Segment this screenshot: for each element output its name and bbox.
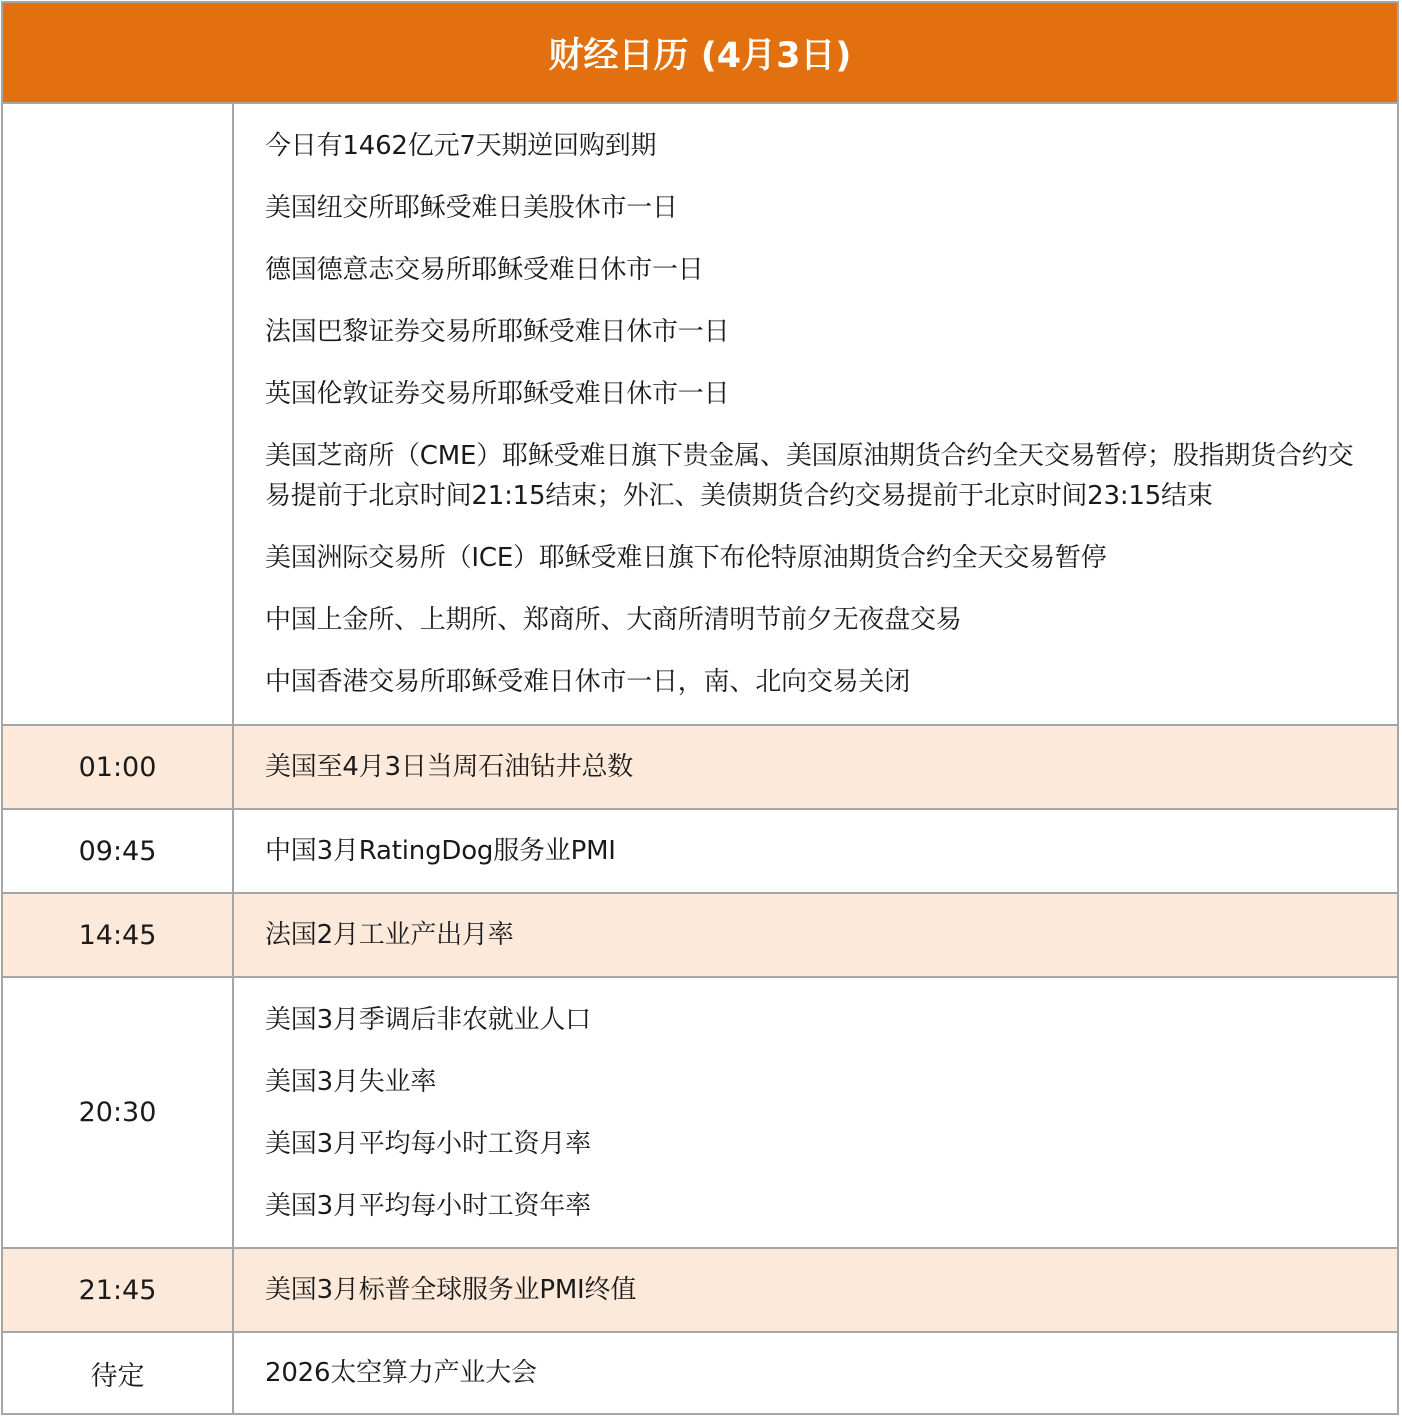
- event-item: 美国至4月3日当周石油钻井总数: [265, 752, 634, 782]
- event-item: 德国德意志交易所耶稣受难日休市一日: [265, 255, 704, 285]
- financial-calendar-table: [1, 1, 1399, 1415]
- event-item: 美国芝商所（CME）耶稣受难日旗下贵金属、美国原油期货合约全天交易暂停；股指期货合约交易提前于北京时间21:15结束；外汇、美债期货合约交易提前于北京时间23:15结束: [265, 441, 1354, 511]
- time-cell: 09:45: [3, 810, 234, 892]
- table-row: [3, 978, 1397, 1249]
- table-row: [3, 1333, 1397, 1413]
- time-cell: 01:00: [3, 726, 234, 808]
- table-row: [3, 810, 1397, 894]
- event-item: 中国上金所、上期所、郑商所、大商所清明节前夕无夜盘交易: [265, 605, 962, 635]
- events-cell: [234, 810, 1397, 892]
- event-item: 美国纽交所耶稣受难日美股休市一日: [265, 193, 678, 223]
- event-item: 今日有1462亿元7天期逆回购到期: [265, 131, 657, 161]
- time-cell: 14:45: [3, 894, 234, 976]
- table-row: [3, 726, 1397, 810]
- time-cell: 20:30: [3, 978, 234, 1247]
- time-cell: 21:45: [3, 1249, 234, 1331]
- event-item: 中国香港交易所耶稣受难日休市一日，南、北向交易关闭: [265, 667, 911, 697]
- event-item: 美国洲际交易所（ICE）耶稣受难日旗下布伦特原油期货合约全天交易暂停: [265, 543, 1107, 573]
- table-row: [3, 894, 1397, 978]
- event-item: 美国3月失业率: [265, 1066, 437, 1097]
- event-item: 美国3月季调后非农就业人口: [265, 1004, 591, 1035]
- event-item: 英国伦敦证券交易所耶稣受难日休市一日: [265, 379, 730, 409]
- event-item: 美国3月平均每小时工资月率: [265, 1128, 591, 1159]
- event-item: 2026太空算力产业大会: [265, 1358, 537, 1388]
- event-item: 美国3月标普全球服务业PMI终值: [265, 1275, 637, 1305]
- events-cell: [234, 1249, 1397, 1331]
- event-item: 法国2月工业产出月率: [265, 920, 514, 950]
- table-row: [3, 1249, 1397, 1333]
- event-item: 中国3月RatingDog服务业PMI: [265, 836, 616, 866]
- events-cell: [234, 978, 1397, 1247]
- event-item: 美国3月平均每小时工资年率: [265, 1190, 591, 1221]
- calendar-title: 财经日历 (4月3日): [3, 3, 1397, 104]
- events-cell: [234, 104, 1397, 724]
- event-item: 法国巴黎证券交易所耶稣受难日休市一日: [265, 317, 730, 347]
- table-row: [3, 104, 1397, 726]
- time-cell: 待定: [3, 1333, 234, 1413]
- events-cell: [234, 894, 1397, 976]
- events-cell: [234, 726, 1397, 808]
- events-cell: [234, 1333, 1397, 1413]
- time-cell: [3, 104, 234, 724]
